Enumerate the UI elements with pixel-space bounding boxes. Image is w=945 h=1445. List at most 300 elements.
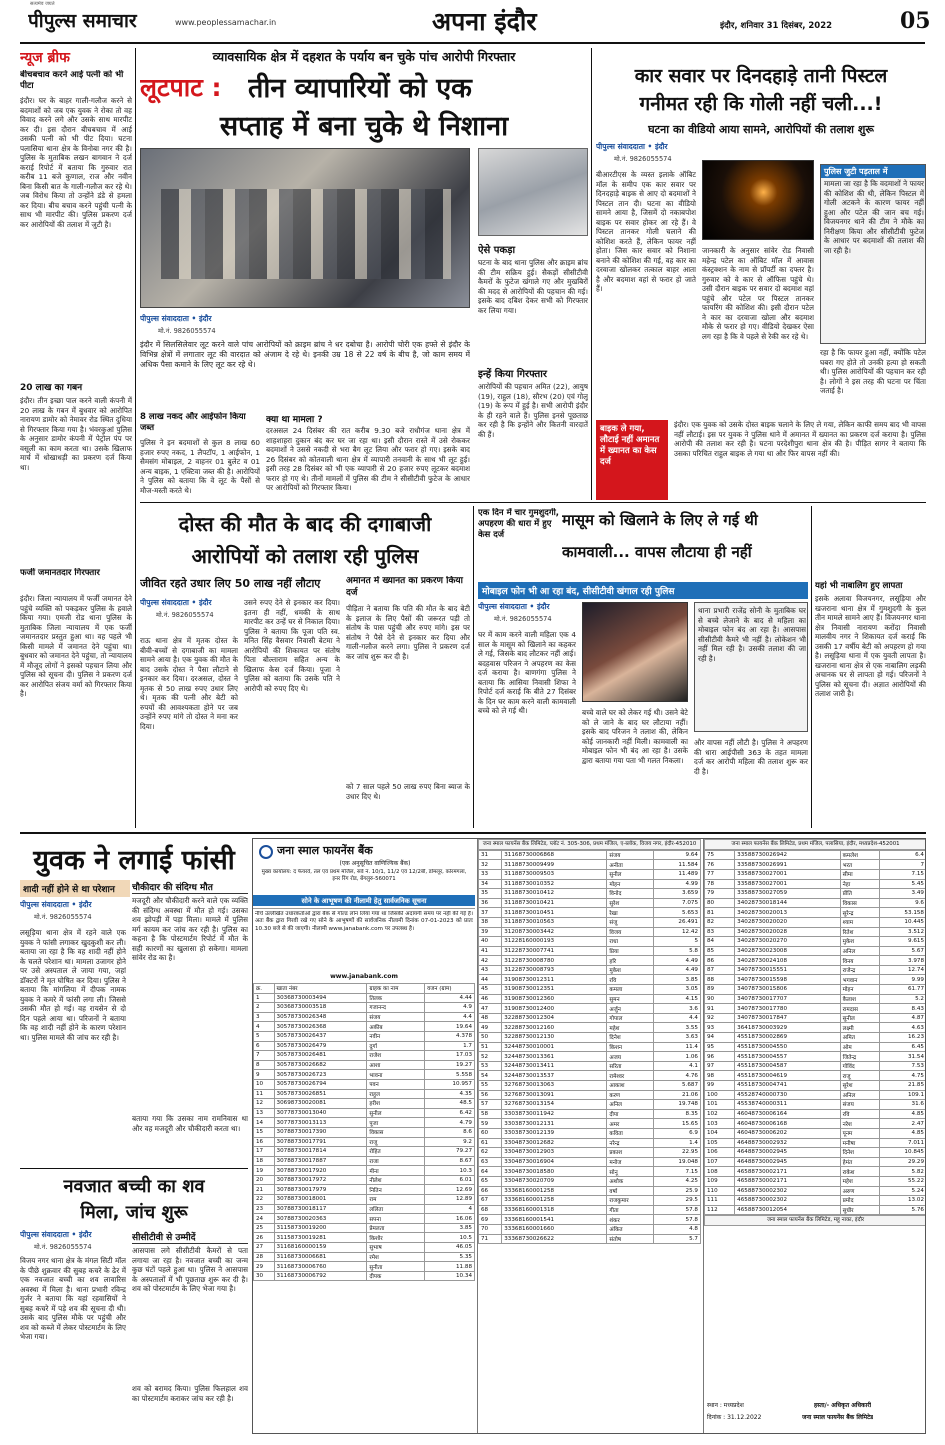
- lead-mobile: मो.नं. 9826055574: [158, 327, 216, 335]
- table-row: [479, 985, 701, 995]
- ad-table-header: [254, 984, 475, 994]
- row-sn: 42: [479, 956, 502, 966]
- row-name: अर्जुन: [607, 1004, 654, 1014]
- row-sn: 62: [479, 1148, 502, 1158]
- row-weight: 31.54: [879, 1052, 926, 1062]
- row-weight: 6.4: [879, 850, 926, 860]
- row-account: 31908730012351: [502, 985, 607, 995]
- row-weight: 3.659: [653, 889, 700, 899]
- row-weight: 4.25: [653, 1176, 700, 1186]
- row-sn: 46: [479, 994, 502, 1004]
- table-row: [479, 1196, 701, 1206]
- row-account: 33038730011942: [502, 1109, 607, 1119]
- pistol-tail: रहा है कि फायर हुआ नहीं, क्योंकि पटेल घबरा गए होते तो उनकी हत्या हो सकती थी। पुलिस आरोपियों की पहचान कर रही है। लोगों ने इस तरह की घटना पर चिंता जताई है।: [820, 348, 926, 395]
- row-weight: 10.845: [879, 1148, 926, 1158]
- table-row: [705, 1023, 927, 1033]
- row-account: 33048730012682: [502, 1138, 607, 1148]
- cctv-box-tail: शव को बरामद किया। पुलिस फिलहाल शव का पोस्टमार्टम कराकर जांच कर रही है।: [132, 1384, 248, 1403]
- row-sn: 104: [705, 1128, 735, 1138]
- row-account: 33588730027059: [735, 889, 840, 899]
- case-box: [266, 412, 470, 498]
- row-sn: 24: [254, 1214, 275, 1224]
- row-account: 30788730017814: [274, 1147, 367, 1157]
- lead-photo: [140, 148, 470, 308]
- row-weight: 5.558: [425, 1070, 475, 1080]
- row-weight: 4.9: [425, 1003, 475, 1013]
- row-sn: 49: [479, 1023, 502, 1033]
- row-weight: 3.6: [653, 1004, 700, 1014]
- row-sn: 9: [254, 1070, 275, 1080]
- row-name: राम: [367, 1195, 425, 1205]
- pistol-mobile: मो.नं. 9826055574: [614, 155, 672, 163]
- row-account: 31188730010412: [502, 889, 607, 899]
- row-sn: 98: [705, 1071, 735, 1081]
- row-name: अकीब: [367, 1022, 425, 1032]
- row-weight: 9.2: [425, 1137, 475, 1147]
- suicide-mobile: मो.नं. 9826055574: [34, 913, 92, 921]
- ad-table-3-grid: [704, 850, 926, 1216]
- row-name: सीमा: [840, 869, 879, 879]
- row-sn: 44: [479, 975, 502, 985]
- table-row: [705, 1033, 927, 1043]
- col-sn: क्र.: [254, 984, 275, 994]
- row-weight: 5.24: [879, 1186, 926, 1196]
- row-name: नीलेश: [367, 1175, 425, 1185]
- row-weight: 15.65: [653, 1119, 700, 1129]
- friend-headline-line2: आरोपियों को तलाश रही पुलिस: [191, 544, 419, 568]
- table-row: [254, 1012, 475, 1022]
- row-weight: 29.29: [879, 1157, 926, 1167]
- row-weight: 12.42: [653, 927, 700, 937]
- guard-box-title: चौकीदार की संदिग्ध मौत: [132, 880, 248, 894]
- bike-tag: बाइक ले गया, लौटाई नहीं अमानत में ख्यानत का केस दर्ज: [596, 420, 668, 500]
- section-title: अपना इंदौर: [432, 7, 537, 36]
- row-account: 30788730020363: [274, 1214, 367, 1224]
- row-sn: 23: [254, 1204, 275, 1214]
- row-weight: 9.99: [879, 975, 926, 985]
- row-weight: 55.22: [879, 1176, 926, 1186]
- kid-col2: बच्चे वाले घर को लेकर गई थी। उसने बेटे को ले जाने के बाद घर लौटाया नहीं। इसके बाद परिजन ने तलाश की, लेकिन कोई जानकारी नहीं मिली। कामवाली का मोबाइल फोन भी बंद आ रहा है। उसके द्वारा बताया गया पता भी गलत निकला।: [582, 708, 688, 765]
- row-sn: 55: [479, 1081, 502, 1091]
- row-name: करण: [607, 1090, 654, 1100]
- row-sn: 111: [705, 1196, 735, 1206]
- row-account: 30788730017979: [274, 1185, 367, 1195]
- bank-sub: (एक अनुसूचित वाणिज्यिक बैंक): [339, 860, 411, 867]
- row-weight: 8.35: [653, 1109, 700, 1119]
- row-weight: 5.7: [653, 1234, 700, 1244]
- table-row: [479, 927, 701, 937]
- ad-table-1: [253, 983, 475, 1434]
- row-weight: 19.64: [425, 1022, 475, 1032]
- friend-byline: पीपुल्स संवाददाता • इंदौर: [140, 598, 212, 607]
- row-weight: 10.34: [425, 1271, 475, 1281]
- row-name: लक्ष्मी: [840, 1023, 879, 1033]
- row-account: 30578730026723: [274, 1070, 367, 1080]
- pistol-photo: [702, 160, 814, 240]
- branch-note-1: जना स्माल फायनेंस बैंक लिमिटेड, प्लॉट नं. 305-306, प्रथम मंजिल, ए-ब्लॉक, विजय नगर, इंदौर-452010: [478, 839, 701, 850]
- row-sn: 93: [705, 1023, 735, 1033]
- row-name: भावना: [367, 1070, 425, 1080]
- newborn-story: [20, 1168, 248, 1430]
- table-row: [479, 965, 701, 975]
- cctv-box: [132, 1230, 248, 1380]
- row-name: संजू: [607, 917, 654, 927]
- row-account: 45528740000730: [735, 1090, 840, 1100]
- row-weight: 4.76: [653, 1071, 700, 1081]
- row-account: 32448730013361: [502, 1052, 607, 1062]
- row-weight: 11.489: [653, 869, 700, 879]
- table-row: [254, 1156, 475, 1166]
- row-account: 30788730017887: [274, 1156, 367, 1166]
- row-sn: 96: [705, 1052, 735, 1062]
- row-name: अंकित: [607, 1224, 654, 1234]
- pistol-body1: बीआरटीएस के व्यस्त इलाके ऑबिट मॉल के समीप एक कार सवार पर दिनदहाड़े बाइक से आए दो बदमाशों ने पिस्टल तान दी। घटना का वीडियो सामने आया है, जिसमें दो नकाबपोश बाइक पर सवार होकर आ रहे हैं। वे पिस्टल तानकर गोली चलाने की कोशिश करते हैं, लेकिन फायर नहीं होता। जिस कार सवार को निशाना बनाने की कोशिश की गई, वह कार का दरवाजा खोलकर तत्काल बाहर आता है और बदमाश वहां से फरार हो जाते हैं।: [596, 170, 696, 293]
- bank-header: [253, 839, 475, 909]
- row-account: 34078730015806: [735, 985, 840, 995]
- table-row: [705, 937, 927, 947]
- pistol-story: [596, 48, 926, 416]
- row-name: विनय: [840, 956, 879, 966]
- row-weight: 16.23: [879, 1033, 926, 1043]
- row-account: 46048730006202: [735, 1128, 840, 1138]
- col-wt: वजन (ग्राम): [425, 984, 475, 994]
- table-row: [254, 1271, 475, 1281]
- row-account: 33368160001258: [502, 1186, 607, 1196]
- row-sn: 17: [254, 1147, 275, 1157]
- row-account: 46588730002302: [735, 1196, 840, 1206]
- bank-website[interactable]: www.janabank.com: [330, 973, 398, 980]
- row-name: सुनील: [607, 869, 654, 879]
- row-name: किशन: [607, 1042, 654, 1052]
- row-sn: 103: [705, 1119, 735, 1129]
- row-sn: 12: [254, 1099, 275, 1109]
- row-weight: 11.584: [653, 860, 700, 870]
- row-sn: 91: [705, 1004, 735, 1014]
- row-name: पूजा: [367, 1118, 425, 1128]
- table-row: [705, 1090, 927, 1100]
- row-account: 33588730026991: [735, 860, 840, 870]
- row-name: संजय: [607, 850, 654, 860]
- row-sn: 45: [479, 985, 502, 995]
- cctv-box-text: आसपास लगे सीसीटीवी कैमरों से पता लगाया जा रहा है। नवजात बच्ची का जन्म कुछ घंटों पहले हुआ था। पुलिस ने आसपास के अस्पतालों में भी पूछताछ शुरू कर दी है। शव को पोस्टमार्टम के लिए भेजा गया है।: [132, 1246, 248, 1293]
- row-name: गजानन्द: [367, 1003, 425, 1013]
- table-row: [479, 879, 701, 889]
- row-name: मुकेश: [840, 937, 879, 947]
- table-row: [705, 1119, 927, 1129]
- row-weight: 7.15: [879, 869, 926, 879]
- row-account: 30578730026437: [274, 1031, 367, 1041]
- row-weight: 19.048: [653, 1157, 700, 1167]
- row-account: 32288730012130: [502, 1033, 607, 1043]
- row-name: रामदास: [840, 1004, 879, 1014]
- row-account: 31168730006792: [274, 1271, 367, 1281]
- row-weight: 53.158: [879, 908, 926, 918]
- kid-tag: एक दिन में चार गुमशुदगी, अपहरण की धारा में हुए केस दर्ज: [478, 508, 560, 541]
- table-row: [254, 993, 475, 1003]
- row-sn: 29: [254, 1262, 275, 1272]
- row-sn: 31: [479, 850, 502, 860]
- table-row: [254, 1089, 475, 1099]
- col-acc: खाता नंबर: [274, 984, 367, 994]
- table-row: [705, 889, 927, 899]
- row-sn: 99: [705, 1081, 735, 1091]
- row-name: गोविंद: [840, 1061, 879, 1071]
- row-weight: 9.6: [879, 898, 926, 908]
- table-row: [705, 869, 927, 879]
- row-name: मीना: [367, 1166, 425, 1176]
- row-name: श्याम: [840, 917, 879, 927]
- row-weight: 4.49: [653, 965, 700, 975]
- row-weight: 4.87: [879, 1013, 926, 1023]
- row-name: राजकुमार: [607, 1196, 654, 1206]
- brief-divider: [135, 48, 136, 828]
- row-name: प्रकाश: [607, 1148, 654, 1158]
- row-name: मोहन: [607, 879, 654, 889]
- row-name: प्रेमलता: [367, 1223, 425, 1233]
- table-row: [254, 1108, 475, 1118]
- masthead-url[interactable]: www.peoplessamachar.in: [175, 18, 277, 27]
- row-weight: 4.4: [653, 1013, 700, 1023]
- row-sn: 95: [705, 1042, 735, 1052]
- row-weight: 29.5: [653, 1196, 700, 1206]
- row-name: शंकर: [607, 1215, 654, 1225]
- kid-divider: [811, 506, 812, 828]
- row-name: कविता: [607, 1128, 654, 1138]
- row-sn: 52: [479, 1052, 502, 1062]
- row-sn: 106: [705, 1148, 735, 1158]
- table-row: [705, 985, 927, 995]
- row-sn: 20: [254, 1175, 275, 1185]
- row-account: 30578730026851: [274, 1089, 367, 1099]
- row-account: 31168730006760: [274, 1262, 367, 1272]
- row-account: 36418730003929: [735, 1023, 840, 1033]
- row-sn: 107: [705, 1157, 735, 1167]
- row-account: 31188730009499: [502, 860, 607, 870]
- row-sn: 32: [479, 860, 502, 870]
- table-row: [254, 1041, 475, 1051]
- row-sn: 94: [705, 1033, 735, 1043]
- table-row: [705, 850, 927, 860]
- row-weight: 5.8: [653, 946, 700, 956]
- case-box-title: क्या था मामला ?: [266, 415, 323, 425]
- row-name: दीपा: [607, 1109, 654, 1119]
- row-sn: 35: [479, 889, 502, 899]
- row-name: पूनम: [840, 1128, 879, 1138]
- row-account: 45518730004557: [735, 1052, 840, 1062]
- table-row: [479, 1186, 701, 1196]
- row-sn: 109: [705, 1176, 735, 1186]
- row-account: 33048730012903: [502, 1148, 607, 1158]
- table-row: [705, 1042, 927, 1052]
- ad-date: दिनांक : 31.12.2022: [707, 1414, 762, 1421]
- row-name: दुर्गा: [367, 1041, 425, 1051]
- row-weight: 4.85: [879, 1128, 926, 1138]
- table-row: [705, 879, 927, 889]
- row-name: पवन: [367, 1079, 425, 1089]
- row-account: 34028730023008: [735, 946, 840, 956]
- row-weight: 4.44: [425, 993, 475, 1003]
- table-row: [479, 1157, 701, 1167]
- arrested-box-title: इन्हें किया गिरफ्तार: [478, 369, 547, 380]
- row-weight: 6.01: [425, 1175, 475, 1185]
- ad-table-3: [703, 839, 926, 1434]
- row-account: 46488730002945: [735, 1157, 840, 1167]
- row-name: राजा: [367, 1156, 425, 1166]
- row-name: प्रमोद: [840, 1196, 879, 1206]
- row-name: आशा: [367, 1060, 425, 1070]
- table-row: [254, 1252, 475, 1262]
- row-account: 30778730013113: [274, 1118, 367, 1128]
- row-account: 33368160001541: [502, 1215, 607, 1225]
- table-row: [705, 1061, 927, 1071]
- newborn-byline: पीपुल्स संवाददाता • इंदौर: [20, 1230, 92, 1239]
- minor-story: [815, 580, 926, 828]
- table-row: [254, 1022, 475, 1032]
- table-row: [254, 1051, 475, 1061]
- row-name: महेश: [840, 1176, 879, 1186]
- row-account: 31228730007741: [502, 946, 607, 956]
- table-row: [479, 1061, 701, 1071]
- row-sn: 33: [479, 869, 502, 879]
- row-name: सुमन: [607, 994, 654, 1004]
- col-name: ग्राहक का नाम: [367, 984, 425, 994]
- row-name: अमित: [840, 1033, 879, 1043]
- row-account: 30778730013040: [274, 1108, 367, 1118]
- row-sn: 101: [705, 1100, 735, 1110]
- row-name: सोनू: [607, 1167, 654, 1177]
- bank-logo-icon: [259, 845, 273, 859]
- row-sn: 76: [705, 860, 735, 870]
- row-name: हरीश: [367, 1099, 425, 1109]
- row-weight: 5.67: [879, 946, 926, 956]
- row-sn: 79: [705, 889, 735, 899]
- friend-col1: राऊ थाना क्षेत्र में मृतक दोस्त के बीवी-बच्चों से दगाबाजी का मामला सामने आया है। एक युवक की मौत के बाद उसके दोस्त ने पैसा लौटाने से इनकार कर दिया। दरअसल, दोस्त ने मृतक से 50 लाख रुपए उधार लिए थे। मृतक की पत्नी और बेटी को रुपयों की आवश्यकता होने पर जब उन्होंने रुपए मांगे तो दोस्त ने मना कर दिया।: [140, 636, 238, 731]
- row-account: 32288730012304: [502, 1013, 607, 1023]
- row-account: 32768730013063: [502, 1081, 607, 1091]
- table-row: [705, 917, 927, 927]
- row-weight: 46.05: [425, 1243, 475, 1253]
- table-row: [479, 937, 701, 947]
- row-weight: 7.011: [879, 1138, 926, 1148]
- row-account: 32288730012160: [502, 1023, 607, 1033]
- friend-mobile: मो.नं. 9826055574: [156, 611, 214, 619]
- page-number: 05: [900, 8, 931, 34]
- row-account: 45518730002869: [735, 1033, 840, 1043]
- row-account: 31188730010563: [502, 917, 607, 927]
- row-name: मनीषा: [840, 1138, 879, 1148]
- newborn-headline-line1: नवजात बच्ची का शव: [63, 1176, 205, 1197]
- row-name: गीता: [607, 1205, 654, 1215]
- table-row: [705, 1138, 927, 1148]
- row-weight: 4: [425, 1204, 475, 1214]
- bike-story: [596, 420, 926, 500]
- ad-table-1-grid: [253, 983, 475, 1281]
- minor-title: यहां भी नाबालिग हुए लापता: [815, 581, 903, 591]
- row-name: अरुण: [840, 1186, 879, 1196]
- table-row: [479, 860, 701, 870]
- row-name: रितेश: [840, 927, 879, 937]
- row-weight: 10.957: [425, 1079, 475, 1089]
- brief-item2-head: 20 लाख का गबन: [20, 383, 83, 393]
- brand-small: सत्यमेव जयते: [30, 1, 55, 7]
- row-weight: 1.4: [653, 1138, 700, 1148]
- row-name: राहुल: [367, 1089, 425, 1099]
- kid-headline-line1: मासूम को खिलाने के लिए ले गई थी: [562, 511, 758, 529]
- row-name: ललिता: [367, 1204, 425, 1214]
- row-name: राजेश: [367, 1051, 425, 1061]
- row-name: भरत: [840, 860, 879, 870]
- row-name: अनिल: [840, 1090, 879, 1100]
- table-row: [705, 946, 927, 956]
- row-sn: 102: [705, 1109, 735, 1119]
- row-weight: 7.53: [879, 1061, 926, 1071]
- row-name: राधा: [607, 937, 654, 947]
- guard-box-tail: बताया गया कि उसका नाम रामनिवास था और वह मजदूरी और चौकीदारी करता था।: [132, 1114, 248, 1133]
- row-account: 45518730004587: [735, 1061, 840, 1071]
- suicide-headline: युवक ने लगाई फांसी: [33, 845, 235, 876]
- row-name: अनिल: [840, 946, 879, 956]
- row-weight: 8.6: [425, 1127, 475, 1137]
- row-weight: 3.55: [653, 1023, 700, 1033]
- row-sn: 27: [254, 1243, 275, 1253]
- row-sn: 108: [705, 1167, 735, 1177]
- row-name: प्रिया: [607, 946, 654, 956]
- row-account: 34078730017847: [735, 1013, 840, 1023]
- brief-item1-head: बीचबचाव करने आई पत्नी को भी पीटा: [20, 70, 124, 92]
- kid-mobile: मो.नं. 9826055574: [494, 615, 552, 623]
- table-row: [705, 1148, 927, 1158]
- row-account: 33588730027001: [735, 879, 840, 889]
- row-weight: 4.79: [425, 1118, 475, 1128]
- row-weight: 12.74: [879, 965, 926, 975]
- row-sn: 84: [705, 937, 735, 947]
- row-sn: 64: [479, 1167, 502, 1177]
- breach-box: [346, 576, 470, 776]
- row-account: 30788730017791: [274, 1137, 367, 1147]
- row-account: 31908730012311: [502, 975, 607, 985]
- row-name: दिनेश: [840, 1148, 879, 1158]
- row-sn: 37: [479, 908, 502, 918]
- row-name: रामेश्वर: [607, 1071, 654, 1081]
- kid-story: [478, 506, 808, 828]
- ad-table-2: [477, 839, 701, 1434]
- row-sn: 4: [254, 1022, 275, 1032]
- row-name: विकास: [367, 1127, 425, 1137]
- row-name: सुनील: [367, 1108, 425, 1118]
- table-row: [479, 889, 701, 899]
- row-sn: 82: [705, 917, 735, 927]
- caught-box-title: ऐसे पकड़ा: [478, 245, 516, 256]
- row-weight: 5.687: [653, 1081, 700, 1091]
- friend-story: [140, 506, 470, 828]
- row-name: किशोर: [367, 1233, 425, 1243]
- row-name: दीपक: [367, 1271, 425, 1281]
- table-row: [254, 1214, 475, 1224]
- row-name: राजू: [840, 1071, 879, 1081]
- bank-name: जना स्माल फायनेंस बैंक: [277, 844, 373, 857]
- row-name: सुनील: [840, 1013, 879, 1023]
- row-weight: 11.4: [653, 1042, 700, 1052]
- row-weight: 12.89: [425, 1195, 475, 1205]
- table-row: [254, 1079, 475, 1089]
- row-name: विजय: [607, 927, 654, 937]
- ad-sign2: जना स्माल फायनेंस बैंक लिमिटेड: [802, 1414, 874, 1421]
- row-account: 30788730017972: [274, 1175, 367, 1185]
- row-account: 30788730018117: [274, 1204, 367, 1214]
- table-row: [479, 1167, 701, 1177]
- suicide-story: [20, 836, 248, 1164]
- row-name: विकास: [840, 898, 879, 908]
